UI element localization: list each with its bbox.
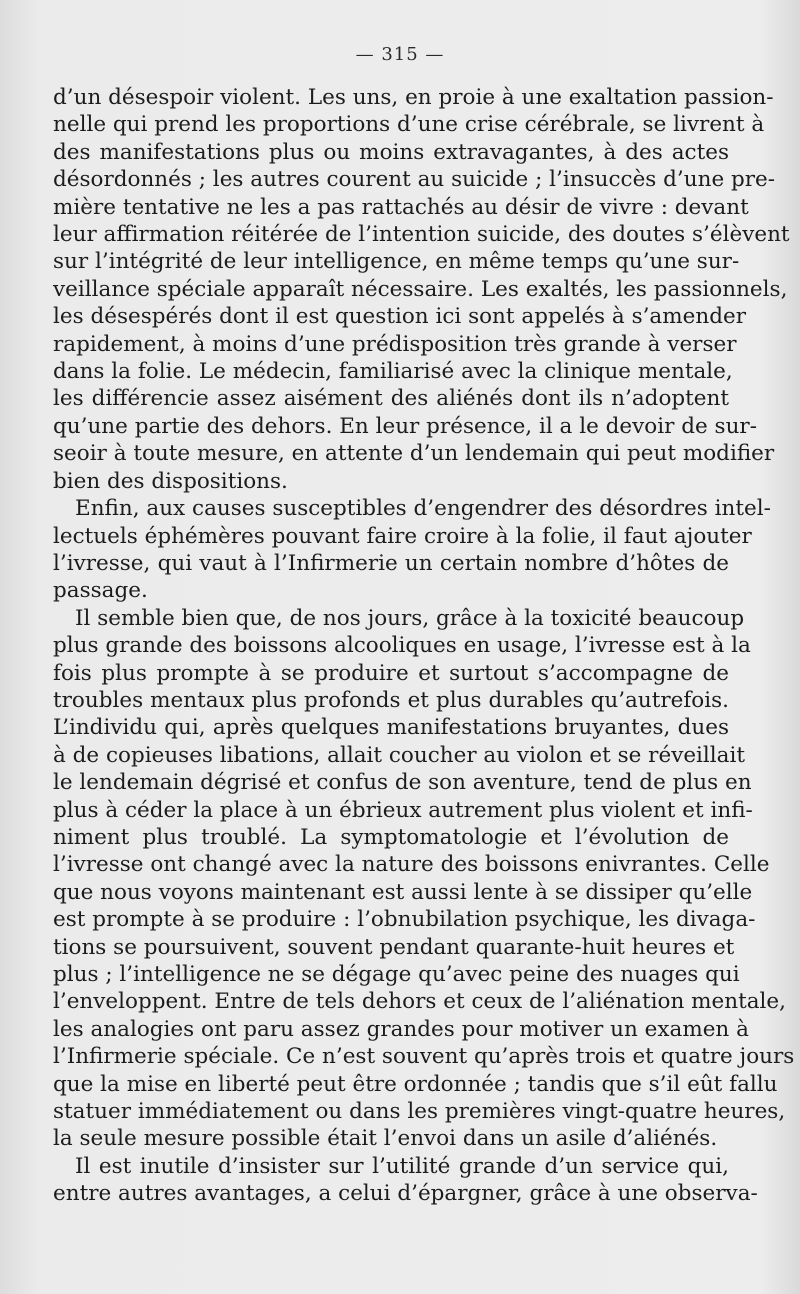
text-line: fois plus prompte à se produire et surtout s’accompagne de [53,660,729,686]
text-line: Il semble bien que, de nos jours, grâce à la toxicité beaucoup [75,605,745,631]
text-line: plus à céder la place à un ébrieux autrement plus violent et infi- [53,797,753,823]
body-text [53,84,795,1208]
text-line: les analogies ont paru assez grandes pour motiver un examen à [53,1016,749,1042]
text-line: passage. [53,578,148,604]
text-line: leur affirmation réitérée de l’intention suicide, des doutes s’élèvent [53,222,790,248]
text-line: lectuels éphémères pouvant faire croire à la folie, il faut ajouter [53,523,752,549]
text-line: l’ivresse, qui vaut à l’Infirmerie un certain nombre d’hôtes de [53,550,729,576]
text-line: rapidement, à moins d’une prédisposition très grande à verser [53,331,737,357]
text-line: nelle qui prend les proportions d’une crise cérébrale, se livrent à [53,112,765,138]
text-line: le lendemain dégrisé et confus de son aventure, tend de plus en [53,770,752,796]
text-line: niment plus troublé. La symptomatologie et l’évolution de [53,824,729,850]
text-line: que la mise en liberté peut être ordonnée ; tandis que s’il eût fallu [53,1071,778,1097]
text-line: désordonnés ; les autres courent au suicide ; l’insuccès d’une pre- [53,167,776,193]
text-line: la seule mesure possible était l’envoi dans un asile d’aliénés. [53,1126,718,1152]
page-number: — 315 — [355,44,445,65]
text-line: des manifestations plus ou moins extravagantes, à des actes [53,139,729,165]
text-line: l’enveloppent. Entre de tels dehors et ceux de l’aliénation mentale, [53,989,786,1015]
text-line: plus grande des boissons alcooliques en usage, l’ivresse est à la [53,633,751,659]
text-line: troubles mentaux plus profonds et plus durables qu’autrefois. [53,687,729,713]
text-line: Il est inutile d’insister sur l’utilité grande d’un service qui, [75,1153,729,1179]
text-line: l’Infirmerie spéciale. Ce n’est souvent qu’après trois et quatre jours [53,1044,795,1070]
text-line: dans la folie. Le médecin, familiarisé avec la clinique mentale, [53,359,733,385]
text-line: entre autres avantages, a celui d’épargner, grâce à une observa- [53,1181,758,1207]
text-line: veillance spéciale apparaît nécessaire. Les exaltés, les passionnels, [53,276,788,302]
text-line: d’un désespoir violent. Les uns, en proie à une exaltation passion- [53,85,774,110]
text-line: statuer immédiatement ou dans les premières vingt-quatre heures, [53,1099,786,1125]
text-line: les désespérés dont il est question ici sont appelés à s’amender [53,304,746,330]
text-line: L’individu qui, après quelques manifestations bruyantes, dues [53,715,729,741]
text-line: les différencie assez aisément des aliénés dont ils n’adoptent [53,386,729,412]
text-line: l’ivresse ont changé avec la nature des boissons enivrantes. Celle [53,852,770,878]
text-line: qu’une partie des dehors. En leur présence, il a le devoir de sur- [53,413,757,439]
text-line: sur l’intégrité de leur intelligence, en même temps qu’une sur- [53,249,740,275]
text-line: est prompte à se produire : l’obnubilation psychique, les divaga- [53,907,756,933]
text-line: bien des dispositions. [53,468,288,494]
text-line: que nous voyons maintenant est aussi lente à se dissiper qu’elle [53,879,753,905]
text-line: Enfin, aux causes susceptibles d’engendrer des désordres intel- [75,496,771,522]
text-line: plus ; l’intelligence ne se dégage qu’avec peine des nuages qui [53,962,740,987]
text-line: à de copieuses libations, allait coucher au violon et se réveillait [53,742,746,768]
text-line: mière tentative ne les a pas rattachés au désir de vivre : devant [53,194,749,220]
text-line: tions se poursuivent, souvent pendant quarante-huit heures et [53,934,735,960]
text-line: seoir à toute mesure, en attente d’un lendemain qui peut modifier [53,441,775,467]
